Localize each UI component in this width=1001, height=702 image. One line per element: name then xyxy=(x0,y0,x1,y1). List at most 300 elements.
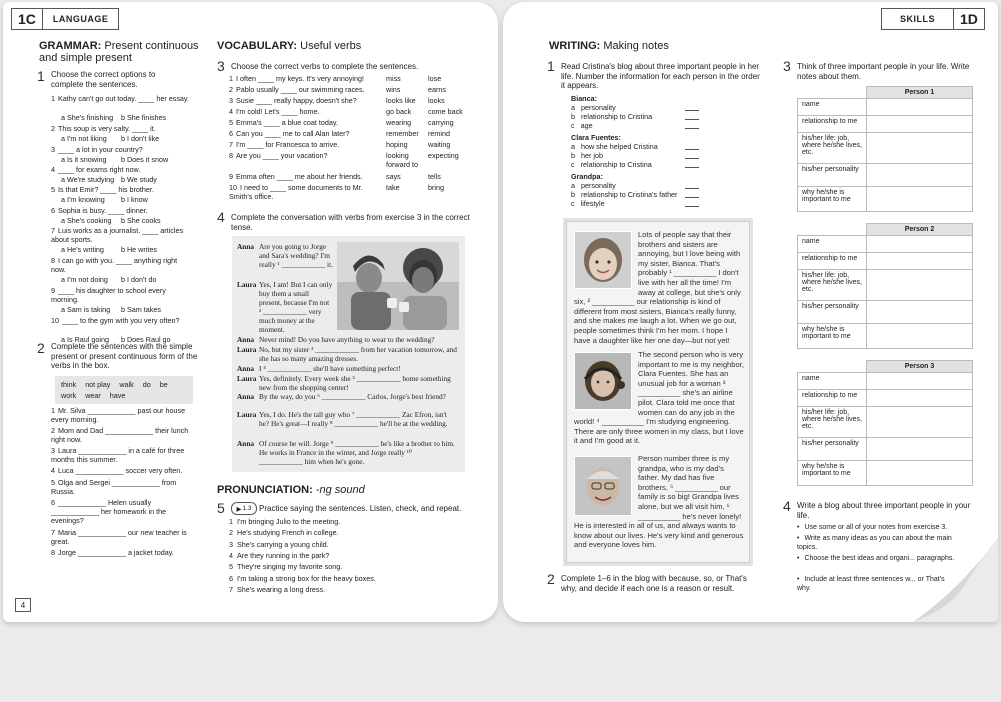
row-label: relationship to me xyxy=(798,116,867,133)
item-number: 2 xyxy=(51,426,55,435)
option-a[interactable]: a She's cooking xyxy=(61,216,112,225)
grammar-title: GRAMMAR: Present continuous and simple present xyxy=(39,40,199,64)
vocab-item xyxy=(229,129,379,138)
option-b[interactable]: come back xyxy=(428,107,463,116)
notes-cell[interactable] xyxy=(867,270,973,301)
vocab-item xyxy=(229,107,379,116)
item-text: age xyxy=(580,121,593,130)
item-letter: c xyxy=(571,160,575,169)
item-number: 4 xyxy=(229,107,233,116)
notes-cell[interactable] xyxy=(867,301,973,324)
dialogue-line xyxy=(237,335,461,344)
item-number: 1 xyxy=(229,74,233,83)
notes-cell[interactable] xyxy=(867,253,973,270)
line-text: I ⁴ ____________ she'll have something perfect! xyxy=(259,364,401,373)
item-number: 6 xyxy=(51,498,55,507)
blog-text: Person number three is my grandpa, who is my dad's father. My dad has five brothers, ⁵ __________ our family is so big! Grandpa lives alone, but we all visit him, ⁶ __________ he's never lonely! He is interested in all of us, and always wants to know about our lives. He's very kind and generous and everyone loves him. xyxy=(574,454,744,550)
item-text: lifestyle xyxy=(580,199,605,208)
bullet-item xyxy=(797,523,957,532)
group-name: Clara Fuentes: xyxy=(571,133,621,142)
item-text: Olga and Sergei ____________ from Russia. xyxy=(51,478,177,496)
notes-cell[interactable] xyxy=(867,133,973,164)
item-number: 9 xyxy=(51,286,55,295)
item-text: her job xyxy=(581,151,603,160)
item-number: 4 xyxy=(51,165,55,174)
group-name: Bianca: xyxy=(571,94,597,103)
item-number: 1 xyxy=(51,94,55,103)
exercise-number: 1 xyxy=(37,68,45,84)
item-text: He's studying French in college. xyxy=(237,528,339,538)
unit-tag-left xyxy=(11,8,119,30)
exercise-number: 3 xyxy=(217,58,225,74)
writing-title: WRITING: Making notes xyxy=(549,40,669,52)
item-text: She's carrying a young child. xyxy=(237,539,329,549)
option-b[interactable]: b We study xyxy=(121,175,157,184)
answer-line[interactable] xyxy=(685,128,699,129)
option-b[interactable]: b I don't like xyxy=(121,134,160,143)
note-item xyxy=(571,199,691,208)
choice-options xyxy=(61,245,201,254)
pron-item xyxy=(229,528,469,537)
option-b[interactable]: b Does Raul go xyxy=(121,335,171,344)
answer-line[interactable] xyxy=(685,158,699,159)
choice-options xyxy=(61,113,201,122)
group-name: Grandpa: xyxy=(571,172,603,181)
item-number: 6 xyxy=(51,206,55,215)
answer-line[interactable] xyxy=(685,206,699,207)
item-number: 5 xyxy=(51,478,55,487)
choice-options xyxy=(61,275,201,284)
item-text: Kathy can't go out today. ____ her essay. xyxy=(58,94,189,103)
row-label: name xyxy=(798,373,867,390)
item-number: 3 xyxy=(229,96,233,105)
notes-cell[interactable] xyxy=(867,461,973,486)
vocab-item xyxy=(229,74,379,83)
item-number: 7 xyxy=(51,226,55,235)
item-number: 2 xyxy=(229,528,233,538)
multiple-choice-item xyxy=(51,206,191,215)
item-text: Luca ____________ soccer very often. xyxy=(58,466,183,475)
multiple-choice-item xyxy=(51,94,191,103)
item-number: 5 xyxy=(229,562,233,572)
option-b[interactable]: remind xyxy=(428,129,450,138)
note-item xyxy=(571,160,691,169)
blog-text: The second person who is very important to me is my neighbor, Clara Fuentes. She has an unusual job for a woman ³ __________ she's an airline pilot. Clara told me once that women can do any job in the world! ⁴ __________ I'm studying engineering. There are only three women in my class, but I love it and I'm good at it. xyxy=(574,350,744,446)
blog-paragraph-3 xyxy=(574,454,744,550)
note-item xyxy=(571,142,691,151)
note-item xyxy=(571,190,691,199)
row-label: name xyxy=(798,99,867,116)
vocab-item xyxy=(229,96,379,105)
note-item xyxy=(571,112,691,121)
dialogue-line xyxy=(237,439,461,466)
item-text: Sophia is busy. ____ dinner. xyxy=(58,206,148,215)
exercise-number: 5 xyxy=(217,500,225,516)
option-a[interactable]: go back xyxy=(386,107,412,116)
item-text: I'm ____ for Francesca to arrive. xyxy=(236,140,340,149)
bullet-dot: • xyxy=(797,524,800,531)
item-number: 3 xyxy=(229,539,233,549)
row-label: his/her personality xyxy=(798,438,867,461)
option-b[interactable]: b Does it snow xyxy=(121,155,169,164)
pron-item xyxy=(229,517,469,526)
exercise-instruction: Complete the sentences with the simple present or present continuous form of the verbs in the box. xyxy=(51,342,198,370)
item-number: 4 xyxy=(51,466,55,475)
item-number: 7 xyxy=(229,140,233,149)
item-text: ____ for exams right now. xyxy=(58,165,141,174)
notes-cell[interactable] xyxy=(867,324,973,349)
notes-cell[interactable] xyxy=(867,116,973,133)
exercise-instruction: Choose the correct verbs to complete the sentences. xyxy=(231,62,419,71)
notes-cell[interactable] xyxy=(867,407,973,438)
dialogue-line xyxy=(237,242,335,269)
box-word: not play xyxy=(85,380,111,389)
item-text: ____________ Helen usually ____________ her homework in the evenings? xyxy=(51,498,167,525)
bullet-dot: • xyxy=(797,576,800,583)
row-label: relationship to me xyxy=(798,253,867,270)
item-text: Maria ____________ our new teacher is great. xyxy=(51,528,187,546)
item-text: She's wearing a long dress. xyxy=(237,584,326,594)
item-text: Susie ____ really happy, doesn't she? xyxy=(236,96,357,105)
multiple-choice-item xyxy=(51,185,191,194)
item-letter: b xyxy=(571,190,575,199)
exercise-number: 3 xyxy=(783,58,791,74)
item-text: I'm bringing Julio to the meeting. xyxy=(237,517,341,526)
multiple-choice-item xyxy=(51,316,191,325)
notes-cell[interactable] xyxy=(867,390,973,407)
item-number: 8 xyxy=(51,256,55,265)
vocab-item xyxy=(229,183,379,201)
choice-options xyxy=(61,305,201,314)
person-notes-table xyxy=(797,86,973,212)
item-text: relationship to Cristina xyxy=(581,112,653,121)
bullet-text: Include at least three sentences w... or That's why. xyxy=(797,576,945,592)
row-label: why he/she is important to me xyxy=(798,324,867,349)
item-text: relationship to Cristina xyxy=(580,160,652,169)
option-b[interactable]: b Sam takes xyxy=(121,305,161,314)
multiple-choice-item xyxy=(51,286,191,304)
option-b[interactable]: b I don't do xyxy=(121,275,157,284)
pron-item xyxy=(229,551,469,560)
box-word: have xyxy=(109,391,126,400)
answer-line[interactable] xyxy=(685,110,699,111)
item-text: Pablo usually ____ our swimming races. xyxy=(236,85,365,94)
item-number: 7 xyxy=(229,584,233,594)
multiple-choice-item xyxy=(51,226,191,244)
item-text: personality xyxy=(581,181,616,190)
option-a[interactable]: remember xyxy=(386,129,419,138)
answer-line[interactable] xyxy=(685,167,699,168)
blog-paragraph-2 xyxy=(574,350,744,446)
fill-in-item xyxy=(51,426,191,444)
option-a[interactable]: a Is it snowing xyxy=(61,155,107,164)
option-a[interactable]: miss xyxy=(386,74,401,83)
fill-in-item xyxy=(51,478,191,496)
bullet-dot: • xyxy=(797,555,800,562)
item-text: how she helped Cristina xyxy=(581,142,658,151)
option-a[interactable]: looking forward to xyxy=(386,151,418,169)
exercise-instruction: Think of three important people in your life. Write notes about them. xyxy=(797,62,970,81)
option-a[interactable]: a Is Raul going xyxy=(61,335,109,344)
row-label: his/her life: job, where he/she lives, etc. xyxy=(798,270,867,301)
table-header: Person 1 xyxy=(867,87,973,99)
option-b[interactable]: looks xyxy=(428,96,445,105)
item-text: I often ____ my keys. It's very annoying! xyxy=(236,74,365,83)
multiple-choice-item xyxy=(51,256,191,274)
item-text: Luis works as a journalist. ____ articles about sports. xyxy=(51,226,184,244)
table-corner xyxy=(798,361,867,373)
note-item xyxy=(571,181,691,190)
notes-cell[interactable] xyxy=(867,99,973,116)
choice-options xyxy=(61,134,201,143)
choice-options xyxy=(61,216,201,225)
option-b[interactable]: tells xyxy=(428,172,441,181)
item-number: 6 xyxy=(229,573,233,583)
option-b[interactable]: b She finishes xyxy=(121,113,167,122)
option-a[interactable]: a I'm not liking xyxy=(61,134,107,143)
row-label: why he/she is important to me xyxy=(798,187,867,212)
table-corner xyxy=(798,87,867,99)
item-number: 3 xyxy=(51,145,55,154)
friends-photo xyxy=(337,242,459,330)
item-text: ____ his daughter to school every morning. xyxy=(51,286,166,304)
pron-item xyxy=(229,574,469,583)
option-a[interactable]: a We're studying xyxy=(61,175,115,184)
multiple-choice-item xyxy=(51,124,191,133)
option-b[interactable]: carrying xyxy=(428,118,454,127)
page-number: 4 xyxy=(15,598,31,612)
item-text: Are they running in the park? xyxy=(237,550,330,560)
person-notes-table xyxy=(797,360,973,486)
unit-label: LANGUAGE xyxy=(42,9,119,29)
line-text: No, but my sister ³ ____________ from her vacation tomorrow, and she has so many amazing dresses. xyxy=(259,345,457,364)
photo-spacer xyxy=(574,454,638,514)
dialogue-line xyxy=(237,374,461,392)
item-text: Mom and Dad ____________ their lunch right now. xyxy=(51,426,189,444)
option-a[interactable]: hoping xyxy=(386,140,408,149)
item-number: 8 xyxy=(229,151,233,160)
box-word: wear xyxy=(85,391,101,400)
item-letter: c xyxy=(571,121,575,130)
exercise-instruction: Write a blog about three important people in your life. xyxy=(797,501,971,520)
box-word: walk xyxy=(119,380,134,389)
option-a[interactable]: wins xyxy=(386,85,401,94)
exercise-instruction: Practice saying the sentences. Listen, check, and repeat. xyxy=(259,504,462,513)
box-word: think xyxy=(61,380,77,389)
dialogue-line xyxy=(237,364,461,373)
box-word: do xyxy=(142,380,151,389)
item-number: 10 xyxy=(51,316,59,325)
left-page xyxy=(3,2,498,622)
item-text: I'm taking a strong box for the heavy boxes. xyxy=(237,573,376,583)
fill-in-item xyxy=(51,548,191,557)
table-corner xyxy=(798,224,867,236)
line-text: Yes, I do. He's the tall guy who ⁷ ____________ Zac Efron, isn't he? He's great—I really ⁸ ____________ he'll be at the wedding. xyxy=(259,410,448,429)
row-label: his/her personality xyxy=(798,301,867,324)
notes-cell[interactable] xyxy=(867,187,973,212)
option-b[interactable]: waiting xyxy=(428,140,451,149)
option-a[interactable]: wearing xyxy=(386,118,412,127)
speaker-name: Laura xyxy=(237,345,257,354)
line-text: Are you going to Jorge and Sara's wedding? I'm really ¹ ____________ it. xyxy=(259,242,333,270)
item-letter: a xyxy=(571,181,575,190)
item-number: 8 xyxy=(51,548,55,557)
option-a[interactable]: a He's writing xyxy=(61,245,104,254)
line-text: Yes, definitely. Every week she ⁵ ____________ home something new from the shopping center! xyxy=(259,374,451,393)
line-text: Never mind! Do you have anything to wear to the wedding? xyxy=(259,335,435,344)
fill-in-item xyxy=(51,466,191,475)
vocab-item xyxy=(229,151,379,160)
item-text: This soup is very salty. ____ it. xyxy=(58,124,156,133)
item-text: I can go with you. ____ anything right now. xyxy=(51,256,178,274)
option-b[interactable]: expecting xyxy=(428,151,459,160)
item-letter: c xyxy=(571,199,575,208)
table-header: Person 2 xyxy=(867,224,973,236)
option-b[interactable]: earns xyxy=(428,85,446,94)
item-text: Mr. Silva ____________ past our house every morning. xyxy=(51,406,186,424)
item-letter: a xyxy=(571,103,575,112)
option-b[interactable]: b I know xyxy=(121,195,148,204)
audio-button[interactable]: ▶ 1.3 xyxy=(231,502,257,515)
line-text: By the way, do you ⁶ ____________ Carlos, Jorge's best friend? xyxy=(259,392,446,401)
fill-in-item xyxy=(51,406,191,424)
item-text: ____ a lot in your country? xyxy=(58,145,143,154)
blog-text: Lots of people say that their brothers and sisters are annoying, but I love being with my sister, Bianca. That's probably ¹ __________ I don't live with her all the time! I'm away at college, but she's only six, ² __________ our relationship is kind of different from most sisters, Bianca's really funny, and she makes me laugh a lot. When we go out, people sometimes think I'm her mom. I hope I have a daughter like her one day—but not yet! xyxy=(574,230,741,345)
notes-cell[interactable] xyxy=(867,164,973,187)
item-number: 2 xyxy=(229,85,233,94)
multiple-choice-item xyxy=(51,145,191,154)
speaker-name: Anna xyxy=(237,364,255,373)
exercise-number: 1 xyxy=(547,58,555,74)
answer-line[interactable] xyxy=(685,188,699,189)
exercise-instruction: Complete 1–6 in the blog with because, so, or That's why, and decide if each one is a reason or result. xyxy=(561,574,747,593)
item-text: They're singing my favorite song. xyxy=(237,562,343,572)
speaker-name: Laura xyxy=(237,374,257,383)
choice-options xyxy=(61,155,201,164)
person-notes-table xyxy=(797,223,973,349)
notes-cell[interactable] xyxy=(867,438,973,461)
bullet-text: Use some or all of your notes from exercise 3. xyxy=(804,524,948,531)
speaker-name: Anna xyxy=(237,439,255,448)
unit-code: 1C xyxy=(12,9,42,29)
note-item xyxy=(571,151,691,160)
line-text: Yes, I am! But I can only buy them a small present, because I'm not ² ____________ very much money at the moment. xyxy=(259,280,333,335)
notes-cell[interactable] xyxy=(867,236,973,253)
exercise-instruction: Complete the conversation with verbs from exercise 3 in the correct tense. xyxy=(231,213,470,232)
item-text: I'm cold! Let's ____ home. xyxy=(236,107,320,116)
item-text: Can you ____ me to call Alan later? xyxy=(236,129,350,138)
vocab-item xyxy=(229,85,379,94)
box-word: be xyxy=(159,380,168,389)
item-text: Laura ____________ in a café for three months this summer. xyxy=(51,446,185,464)
vocab-item xyxy=(229,172,379,181)
option-a[interactable]: a She's finishing xyxy=(61,113,114,122)
item-text: I need to ____ some documents to Mr. Smith's office. xyxy=(229,183,363,201)
item-number: 1 xyxy=(51,406,55,415)
option-b[interactable]: b She cooks xyxy=(121,216,161,225)
speaker-name: Anna xyxy=(237,392,255,401)
item-number: 9 xyxy=(229,172,233,181)
row-label: relationship to me xyxy=(798,390,867,407)
item-text: Emma often ____ me about her friends. xyxy=(236,172,363,181)
item-number: 4 xyxy=(229,550,233,560)
item-text: Jorge ____________ a jacket today. xyxy=(58,548,174,557)
page-curl[interactable] xyxy=(913,538,998,622)
bullet-dot: • xyxy=(797,535,800,542)
option-b[interactable]: lose xyxy=(428,74,442,83)
row-label: why he/she is important to me xyxy=(798,461,867,486)
option-a[interactable]: says xyxy=(386,172,401,181)
answer-line[interactable] xyxy=(685,149,699,150)
option-a[interactable]: take xyxy=(386,183,400,192)
item-text: Emma's ____ a blue coat today. xyxy=(236,118,338,127)
answer-line[interactable] xyxy=(685,197,699,198)
row-label: name xyxy=(798,236,867,253)
option-a[interactable]: a I'm knowing xyxy=(61,195,105,204)
word-box xyxy=(55,376,193,404)
exercise-number: 4 xyxy=(783,498,791,514)
item-number: 3 xyxy=(51,446,55,455)
speaker-name: Anna xyxy=(237,335,255,344)
box-word: work xyxy=(61,391,77,400)
item-text: ____ to the gym with you very often? xyxy=(62,316,180,325)
vocab-title: VOCABULARY: Useful verbs xyxy=(217,40,362,52)
table-header: Person 3 xyxy=(867,361,973,373)
dialogue-line xyxy=(237,280,335,335)
notes-cell[interactable] xyxy=(867,373,973,390)
speaker-name: Laura xyxy=(237,280,257,289)
exercise-instruction: Read Cristina's blog about three important people in her life. Number the information for each person in the order it appears. xyxy=(561,62,760,90)
bullet-text: Write as many ideas as you can about the main topics. xyxy=(797,535,952,551)
exercise-number: 2 xyxy=(547,571,555,587)
option-a[interactable]: a Sam is taking xyxy=(61,305,111,314)
unit-tag-right xyxy=(881,8,985,30)
vocab-item xyxy=(229,140,379,149)
item-text: personality xyxy=(581,103,616,112)
photo-spacer xyxy=(574,350,638,408)
row-label: his/her personality xyxy=(798,164,867,187)
item-number: 10 xyxy=(229,183,237,192)
play-icon: ▶ xyxy=(236,505,242,513)
item-number: 1 xyxy=(229,517,233,526)
dialogue-line xyxy=(237,392,461,401)
row-label: his/her life: job, where he/she lives, etc. xyxy=(798,407,867,438)
option-b[interactable]: b He writes xyxy=(121,245,157,254)
item-text: Is that Emir? ____ his brother. xyxy=(58,185,154,194)
note-item xyxy=(571,103,691,112)
option-a[interactable]: a I'm not doing xyxy=(61,275,108,284)
answer-line[interactable] xyxy=(685,119,699,120)
item-number: 5 xyxy=(51,185,55,194)
multiple-choice-item xyxy=(51,165,191,174)
choice-options xyxy=(61,175,201,184)
item-text: relationship to Cristina's father xyxy=(581,190,678,199)
item-letter: b xyxy=(571,112,575,121)
row-label: his/her life: job, where he/she lives, etc. xyxy=(798,133,867,164)
item-number: 7 xyxy=(51,528,55,537)
option-b[interactable]: bring xyxy=(428,183,444,192)
blog-paragraph-1 xyxy=(574,230,744,345)
speaker-name: Anna xyxy=(237,242,255,251)
item-text: Are you ____ your vacation? xyxy=(236,151,328,160)
exercise-instruction: Choose the correct options to complete the sentences. xyxy=(51,70,156,89)
exercise-number: 2 xyxy=(37,340,45,356)
right-page xyxy=(503,2,998,622)
unit-label: SKILLS xyxy=(882,9,954,29)
option-a[interactable]: looks like xyxy=(386,96,416,105)
photo-spacer xyxy=(574,230,638,288)
item-number: 2 xyxy=(51,124,55,133)
